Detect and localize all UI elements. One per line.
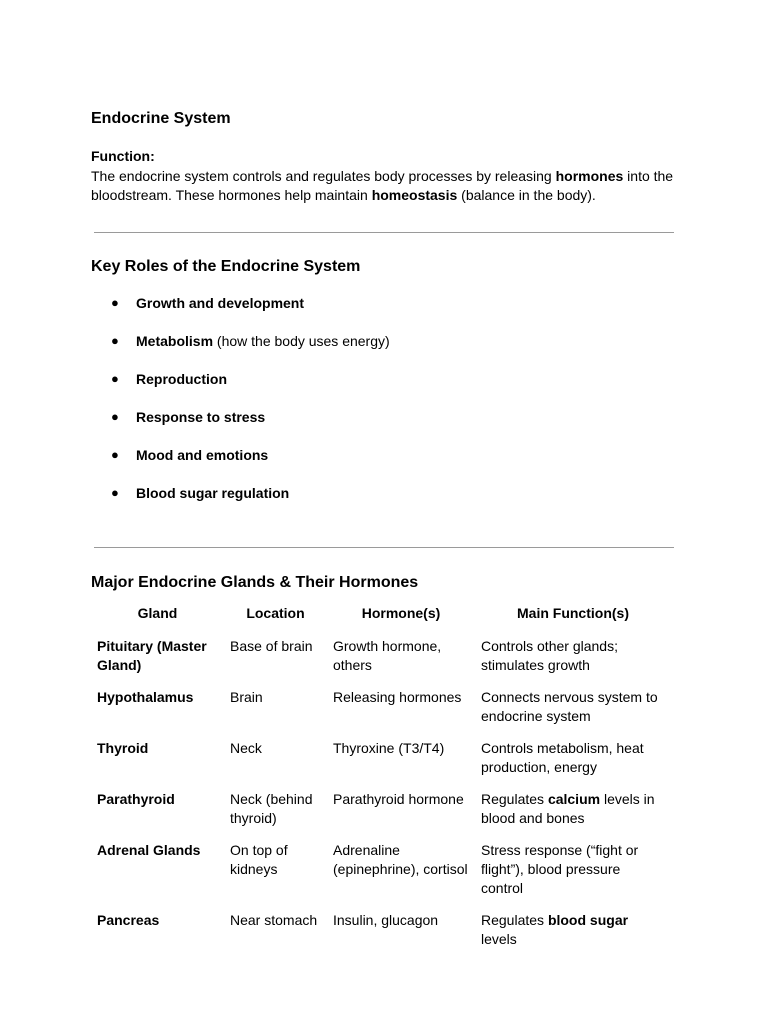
function-cell [475,688,671,739]
function-bold: blood sugar [547,912,629,928]
bullet-icon: ● [111,371,119,386]
hormones-cell: Thyroxine (T3/T4) [333,740,445,756]
table-row [91,688,671,739]
role-bold: Metabolism [136,333,214,349]
function-text-part: into the bloodstream. These hormones help maintain [91,168,674,203]
location-cell: Near stomach [230,912,318,928]
function-bold: calcium [547,791,601,807]
column-header-location: Location [246,605,305,621]
page-title: Endocrine System [91,110,231,127]
role-bold: Growth and development [136,295,305,311]
function-cell [475,637,671,688]
function-text: Regulates [481,912,548,928]
function-text-part: The endocrine system controls and regulates body processes by releasing [91,168,556,184]
function-text: Connects nervous system to endocrine system [481,689,658,724]
list-item [111,408,390,446]
table-row [91,739,671,790]
function-text: Stress response (“fight or flight”), blood pressure control [481,842,639,896]
table-row [91,790,671,841]
gland-cell: Pituitary (Master Gland) [97,638,207,673]
function-text: levels [481,931,517,947]
hormones-cell: Releasing hormones [333,689,462,705]
gland-cell: Hypothalamus [97,689,194,705]
role-bold: Mood and emotions [136,447,269,463]
gland-cell: Pancreas [97,912,160,928]
column-header-function: Main Function(s) [517,605,629,621]
bullet-icon: ● [111,333,119,348]
role-bold: Response to stress [136,409,266,425]
list-item [111,446,390,484]
table-row [91,637,671,688]
function-text-part: (balance in the body). [457,187,596,203]
column-header-gland: Gland [137,605,178,621]
bullet-icon: ● [111,447,119,462]
key-roles-heading: Key Roles of the Endocrine System [91,258,361,275]
gland-cell: Parathyroid [97,791,175,807]
role-bold: Blood sugar regulation [136,485,290,501]
function-cell [475,911,671,962]
gland-cell: Adrenal Glands [97,842,201,858]
glands-table [91,604,671,962]
location-cell: Base of brain [230,638,313,654]
location-cell: On top of kidneys [230,842,288,877]
section-divider [94,547,674,548]
gland-cell: Thyroid [97,740,149,756]
function-cell [475,841,671,911]
location-cell: Neck (behind thyroid) [230,791,313,826]
bullet-icon: ● [111,409,119,424]
list-item [111,484,390,522]
function-paragraph [91,167,681,205]
function-cell [475,739,671,790]
list-item [111,294,390,332]
section-divider [94,232,674,233]
bullet-icon: ● [111,485,119,500]
list-item [111,332,390,370]
function-text: Controls metabolism, heat production, energy [481,740,644,775]
function-text: levels in blood and bones [481,791,655,826]
function-bold-homeostasis: homeostasis [371,187,458,203]
function-text: Regulates [481,791,548,807]
table-row [91,841,671,911]
hormones-cell: Parathyroid hormone [333,791,464,807]
table-header-row [91,604,671,637]
hormones-cell: Growth hormone, others [333,638,442,673]
bullet-icon: ● [111,295,119,310]
list-item [111,370,390,408]
function-bold-hormones: hormones [555,168,624,184]
function-text: Controls other glands; stimulates growth [481,638,618,673]
key-roles-list [111,294,390,522]
role-rest: (how the body uses energy) [213,333,390,349]
role-bold: Reproduction [136,371,227,387]
glands-heading: Major Endocrine Glands & Their Hormones [91,574,419,591]
function-label: Function: [91,148,155,164]
hormones-cell: Adrenaline (epinephrine), cortisol [333,842,468,877]
function-cell [475,790,671,841]
hormones-cell: Insulin, glucagon [333,912,439,928]
location-cell: Neck [230,740,262,756]
table-row [91,911,671,962]
column-header-hormones: Hormone(s) [361,605,441,621]
location-cell: Brain [230,689,263,705]
